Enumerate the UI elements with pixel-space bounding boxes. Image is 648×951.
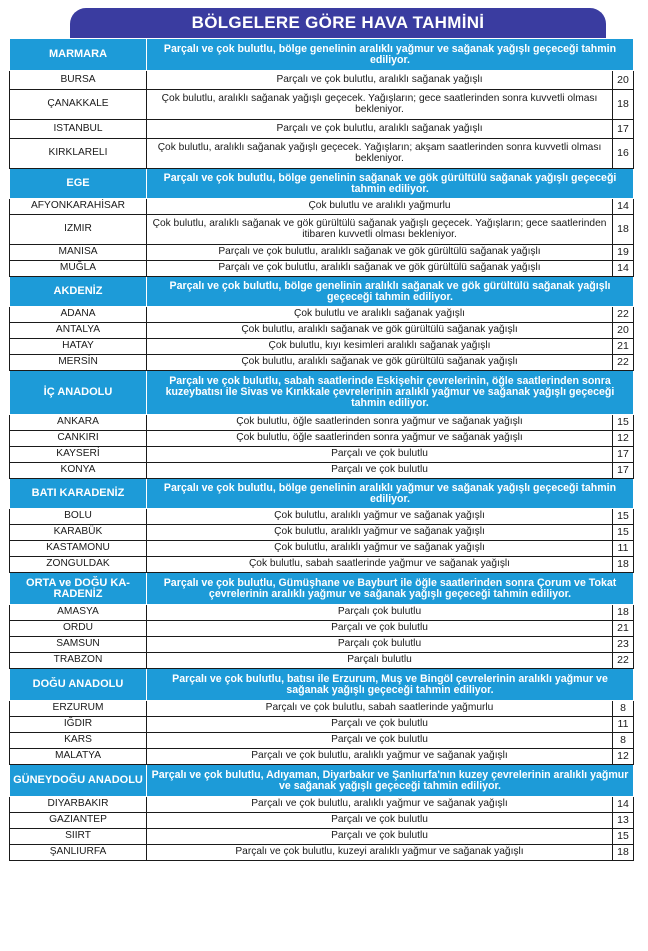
region-name: İÇ ANADOLU: [10, 371, 147, 415]
city-forecast: Çok bulutlu, aralıklı yağmur ve sağanak yağışlı: [147, 541, 613, 557]
region-description: Parçalı ve çok bulutlu, Gümüşhane ve Bayburt ile öğle saatlerinden sonra Çorum ve Tokat çevrelerinin aralıklı yağmur ve sağanak yağışlı geçeceği tahmin ediliyor.: [147, 573, 634, 605]
city-temperature: 20: [613, 323, 634, 339]
city-forecast: Çok bulutlu, aralıklı sağanak ve gök gürültülü sağanak yağışlı: [147, 323, 613, 339]
city-temperature: 14: [613, 199, 634, 215]
city-forecast: Parçalı ve çok bulutlu, aralıklı yağmur ve sağanak yağışlı: [147, 797, 613, 813]
city-temperature: 22: [613, 653, 634, 669]
city-forecast: Çok bulutlu, kıyı kesimleri aralıklı sağanak yağışlı: [147, 339, 613, 355]
city-row: [10, 323, 634, 339]
city-name: AFYONKARAHİSAR: [10, 199, 147, 215]
city-row: [10, 355, 634, 371]
city-name: ÇANAKKALE: [10, 90, 147, 120]
city-forecast: Parçalı çok bulutlu: [147, 637, 613, 653]
city-name: IZMIR: [10, 215, 147, 245]
city-forecast: Parçalı ve çok bulutlu, sabah saatlerinde yağmurlu: [147, 701, 613, 717]
city-forecast: Parçalı ve çok bulutlu, aralıklı yağmur ve sağanak yağışlı: [147, 749, 613, 765]
city-forecast: Parçalı ve çok bulutlu: [147, 717, 613, 733]
city-name: AMASYA: [10, 605, 147, 621]
city-forecast: Parçalı bulutlu: [147, 653, 613, 669]
city-name: KARS: [10, 733, 147, 749]
city-forecast: Parçalı ve çok bulutlu, aralıklı sağanak yağışlı: [147, 120, 613, 139]
city-row: [10, 541, 634, 557]
city-row: [10, 525, 634, 541]
city-temperature: 17: [613, 463, 634, 479]
city-forecast: Çok bulutlu, aralıklı yağmur ve sağanak yağışlı: [147, 525, 613, 541]
city-row: [10, 447, 634, 463]
city-row: [10, 245, 634, 261]
city-name: ŞANLIURFA: [10, 845, 147, 861]
city-name: ISTANBUL: [10, 120, 147, 139]
city-temperature: 15: [613, 829, 634, 845]
city-forecast: Parçalı ve çok bulutlu, aralıklı sağanak ve gök gürültülü sağanak yağışlı: [147, 245, 613, 261]
city-row: [10, 845, 634, 861]
city-temperature: 21: [613, 339, 634, 355]
region-row: [10, 39, 634, 71]
region-row: [10, 479, 634, 509]
city-row: [10, 139, 634, 169]
region-description: Parçalı ve çok bulutlu, batısı ile Erzurum, Muş ve Bingöl çevrelerinin aralıklı yağmur ve sağanak yağışlı geçeceği tahmin ediliyor.: [147, 669, 634, 701]
city-temperature: 19: [613, 245, 634, 261]
city-name: ADANA: [10, 307, 147, 323]
city-forecast: Çok bulutlu, aralıklı yağmur ve sağanak yağışlı: [147, 509, 613, 525]
city-temperature: 22: [613, 355, 634, 371]
forecast-table: [9, 38, 634, 861]
city-row: [10, 749, 634, 765]
city-forecast: Parçalı ve çok bulutlu: [147, 621, 613, 637]
city-forecast: Çok bulutlu ve aralıklı sağanak yağışlı: [147, 307, 613, 323]
city-name: MUĞLA: [10, 261, 147, 277]
city-row: [10, 90, 634, 120]
city-row: [10, 215, 634, 245]
city-forecast: Parçalı ve çok bulutlu: [147, 447, 613, 463]
city-temperature: 18: [613, 557, 634, 573]
region-name: DOĞU ANADOLU: [10, 669, 147, 701]
city-name: ZONGULDAK: [10, 557, 147, 573]
city-forecast: Çok bulutlu, aralıklı sağanak yağışlı geçecek. Yağışların; gece saatlerinden sonra kuvvetli olması bekleniyor.: [147, 90, 613, 120]
city-row: [10, 653, 634, 669]
city-temperature: 17: [613, 447, 634, 463]
city-forecast: Çok bulutlu, aralıklı sağanak ve gök gürültülü sağanak yağışlı: [147, 355, 613, 371]
city-name: KARABÜK: [10, 525, 147, 541]
city-row: [10, 717, 634, 733]
city-forecast: Parçalı ve çok bulutlu, kuzeyi aralıklı yağmur ve sağanak yağışlı: [147, 845, 613, 861]
city-temperature: 22: [613, 307, 634, 323]
region-name: EGE: [10, 169, 147, 199]
city-temperature: 12: [613, 431, 634, 447]
city-row: [10, 637, 634, 653]
city-name: KAYSERİ: [10, 447, 147, 463]
city-forecast: Parçalı ve çok bulutlu: [147, 829, 613, 845]
city-row: [10, 120, 634, 139]
region-row: [10, 277, 634, 307]
city-name: MERSİN: [10, 355, 147, 371]
city-temperature: 13: [613, 813, 634, 829]
region-description: Parçalı ve çok bulutlu, bölge genelinin aralıklı yağmur ve sağanak yağışlı geçeceği tahmin ediliyor.: [147, 479, 634, 509]
city-temperature: 14: [613, 261, 634, 277]
city-row: [10, 261, 634, 277]
city-temperature: 11: [613, 541, 634, 557]
region-description: Parçalı ve çok bulutlu, bölge genelinin aralıklı sağanak ve gök gürültülü sağanak yağışlı geçeceği tahmin ediliyor.: [147, 277, 634, 307]
city-name: MANISA: [10, 245, 147, 261]
city-forecast: Parçalı ve çok bulutlu: [147, 813, 613, 829]
city-name: ERZURUM: [10, 701, 147, 717]
city-temperature: 18: [613, 215, 634, 245]
city-temperature: 12: [613, 749, 634, 765]
city-row: [10, 463, 634, 479]
city-forecast: Çok bulutlu, öğle saatlerinden sonra yağmur ve sağanak yağışlı: [147, 431, 613, 447]
city-name: BURSA: [10, 71, 147, 90]
region-row: [10, 371, 634, 415]
city-name: IĞDIR: [10, 717, 147, 733]
city-temperature: 15: [613, 525, 634, 541]
city-name: HATAY: [10, 339, 147, 355]
city-name: SIIRT: [10, 829, 147, 845]
city-name: KIRKLARELI: [10, 139, 147, 169]
city-forecast: Parçalı ve çok bulutlu, aralıklı sağanak yağışlı: [147, 71, 613, 90]
city-name: TRABZON: [10, 653, 147, 669]
city-temperature: 18: [613, 90, 634, 120]
city-row: [10, 733, 634, 749]
city-forecast: Parçalı ve çok bulutlu: [147, 733, 613, 749]
city-name: ANTALYA: [10, 323, 147, 339]
region-row: [10, 169, 634, 199]
region-name: GÜNEYDOĞU ANADOLU: [10, 765, 147, 797]
city-temperature: 8: [613, 701, 634, 717]
region-description: Parçalı ve çok bulutlu, bölge genelinin aralıklı yağmur ve sağanak yağışlı geçeceği tahmin ediliyor.: [147, 39, 634, 71]
city-temperature: 15: [613, 509, 634, 525]
city-temperature: 21: [613, 621, 634, 637]
city-row: [10, 797, 634, 813]
city-forecast: Parçalı ve çok bulutlu: [147, 463, 613, 479]
city-name: ORDU: [10, 621, 147, 637]
city-temperature: 20: [613, 71, 634, 90]
region-row: [10, 765, 634, 797]
city-name: KASTAMONU: [10, 541, 147, 557]
city-forecast: Çok bulutlu ve aralıklı yağmurlu: [147, 199, 613, 215]
city-temperature: 11: [613, 717, 634, 733]
city-row: [10, 509, 634, 525]
city-forecast: Çok bulutlu, aralıklı sağanak ve gök gürültülü sağanak yağışlı geçecek. Yağışların; gece saatlerinden itibaren kuvvetli olması bekleniyor.: [147, 215, 613, 245]
city-row: [10, 307, 634, 323]
city-row: [10, 199, 634, 215]
city-name: CANKIRI: [10, 431, 147, 447]
region-name: BATI KARADENİZ: [10, 479, 147, 509]
region-description: Parçalı ve çok bulutlu, Adıyaman, Diyarbakır ve Şanlıurfa'nın kuzey çevrelerinin aralıklı yağmur ve sağanak yağışlı geçeceği tahmin ediliyor.: [147, 765, 634, 797]
region-row: [10, 669, 634, 701]
city-forecast: Parçalı çok bulutlu: [147, 605, 613, 621]
city-name: BOLU: [10, 509, 147, 525]
region-description: Parçalı ve çok bulutlu, bölge genelinin sağanak ve gök gürültülü sağanak yağışlı geçeceği tahmin ediliyor.: [147, 169, 634, 199]
city-name: ANKARA: [10, 415, 147, 431]
city-row: [10, 339, 634, 355]
city-row: [10, 621, 634, 637]
city-name: SAMSUN: [10, 637, 147, 653]
city-temperature: 16: [613, 139, 634, 169]
city-temperature: 8: [613, 733, 634, 749]
city-row: [10, 431, 634, 447]
city-row: [10, 415, 634, 431]
city-forecast: Çok bulutlu, sabah saatlerinde yağmur ve sağanak yağışlı: [147, 557, 613, 573]
city-name: DIYARBAKIR: [10, 797, 147, 813]
city-name: MALATYA: [10, 749, 147, 765]
city-temperature: 14: [613, 797, 634, 813]
region-name: AKDENİZ: [10, 277, 147, 307]
city-temperature: 15: [613, 415, 634, 431]
city-temperature: 23: [613, 637, 634, 653]
city-row: [10, 813, 634, 829]
city-name: GAZIANTEP: [10, 813, 147, 829]
city-temperature: 17: [613, 120, 634, 139]
city-row: [10, 701, 634, 717]
city-name: KONYA: [10, 463, 147, 479]
city-forecast: Çok bulutlu, aralıklı sağanak yağışlı geçecek. Yağışların; akşam saatlerinden sonra kuvvetli olması bekleniyor.: [147, 139, 613, 169]
region-name: MARMARA: [10, 39, 147, 71]
city-row: [10, 829, 634, 845]
city-row: [10, 71, 634, 90]
page-title: BÖLGELERE GÖRE HAVA TAHMİNİ: [70, 8, 606, 38]
region-description: Parçalı ve çok bulutlu, sabah saatlerinde Eskişehir çevrelerinin, öğle saatlerinden sonra kuzeybatısı ile Sivas ve Kırıkkale çevrelerinin aralıklı yağmur ve sağanak yağışlı geçeceği tahmin ediliyor.: [147, 371, 634, 415]
city-temperature: 18: [613, 605, 634, 621]
region-name: ORTA ve DOĞU KA-RADENİZ: [10, 573, 147, 605]
region-row: [10, 573, 634, 605]
city-forecast: Çok bulutlu, öğle saatlerinden sonra yağmur ve sağanak yağışlı: [147, 415, 613, 431]
city-temperature: 18: [613, 845, 634, 861]
city-forecast: Parçalı ve çok bulutlu, aralıklı sağanak ve gök gürültülü sağanak yağışlı: [147, 261, 613, 277]
city-row: [10, 557, 634, 573]
city-row: [10, 605, 634, 621]
